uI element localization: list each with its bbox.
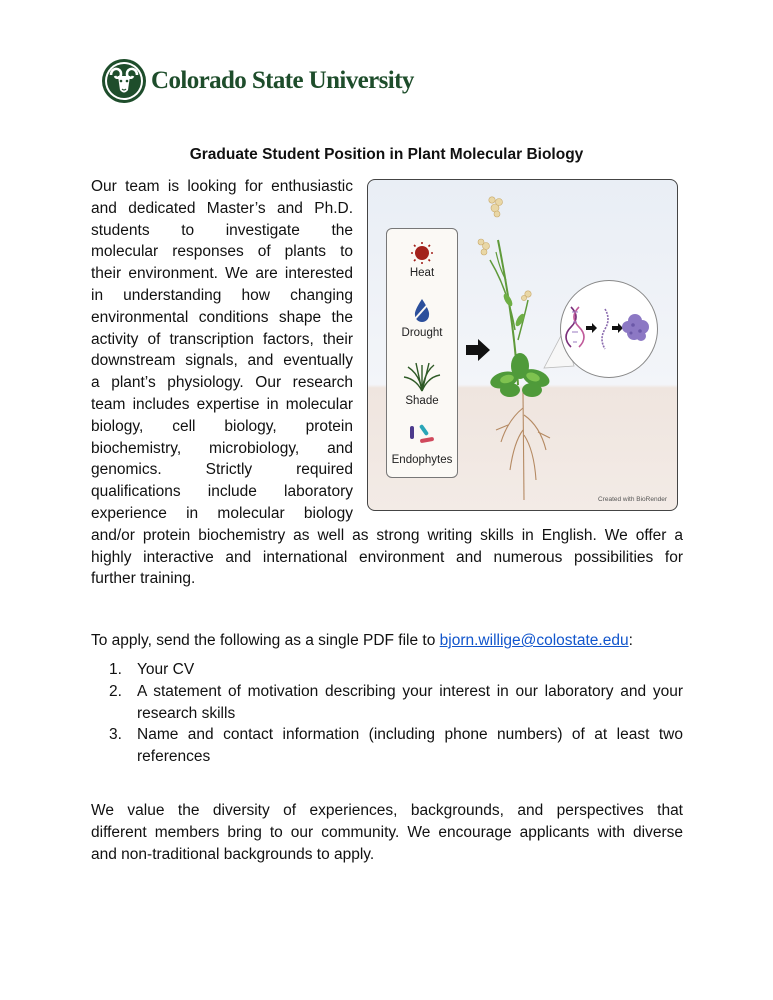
intro-line: highly interactive and international environment and numerous possibilities for	[91, 548, 683, 566]
list-number: 2.	[109, 682, 122, 700]
intro-line: further training.	[91, 570, 196, 588]
molecular-zoom-circle	[560, 280, 658, 378]
heat-icon	[411, 242, 433, 264]
intro-line: biology, cell biology, protein	[91, 417, 353, 435]
intro-line: environmental conditions shape the	[91, 308, 353, 326]
rna-icon	[602, 309, 608, 349]
intro-line: qualifications include laboratory	[91, 483, 353, 501]
intro-line: a plant’s physiology. Our research	[91, 374, 353, 392]
list-item	[91, 724, 683, 768]
page-title: Graduate Student Position in Plant Molecular Biology	[189, 146, 584, 163]
list-number: 3.	[109, 726, 122, 744]
email-link[interactable]: bjorn.willige@colostate.edu	[439, 632, 629, 649]
list-item-text: A statement of motivation describing your interest in our laboratory and your	[137, 682, 683, 700]
dna-icon	[566, 307, 584, 347]
university-logo	[101, 57, 414, 105]
intro-line: molecular responses of plants to	[91, 243, 353, 261]
list-item-text: references	[137, 748, 211, 766]
list-item	[91, 681, 683, 725]
figure-credit: Created with BioRender	[597, 496, 667, 503]
stress-label-drought: Drought	[401, 327, 443, 339]
stress-label-shade: Shade	[405, 395, 439, 407]
intro-line: and/or protein biochemistry as well as strong writing skills in English. We offer a	[91, 526, 683, 544]
intro-line: experience in molecular biology	[91, 505, 353, 522]
intro-line: Our team is looking for enthusiastic	[91, 178, 353, 195]
ram-head-icon	[101, 58, 147, 104]
intro-line: downstream signals, and eventually	[91, 352, 353, 370]
shade-icon	[404, 363, 440, 391]
diversity-line: different members bring to our community. We encourage applicants with diverse	[91, 823, 683, 841]
list-number: 1.	[109, 661, 122, 678]
apply-text: To apply, send the following as a single PDF file to	[91, 632, 440, 649]
intro-line: genomics. Strictly required	[91, 461, 353, 479]
drought-icon	[414, 299, 430, 322]
endophytes-icon	[410, 424, 434, 443]
intro-line: team includes expertise in molecular	[91, 396, 353, 413]
stress-factors-panel	[386, 228, 458, 478]
apply-instructions	[91, 630, 691, 652]
list-item	[91, 659, 683, 681]
requirements-list	[91, 659, 683, 768]
intro-line: biochemistry, microbiology, and	[91, 439, 353, 457]
list-item-text: Name and contact information (including phone numbers) of at least two	[137, 726, 683, 744]
plant-stress-figure	[367, 179, 678, 511]
stress-label-endophytes: Endophytes	[391, 454, 453, 466]
apply-suffix: :	[628, 632, 633, 649]
intro-line: in understanding how changing	[91, 287, 353, 304]
list-item-text: research skills	[137, 704, 236, 722]
diversity-line: We value the diversity of experiences, backgrounds, and perspectives that	[91, 802, 683, 819]
intro-line: and dedicated Master’s and Ph.D.	[91, 199, 353, 217]
protein-icon	[622, 314, 649, 341]
intro-line: activity of transcription factors, their	[91, 330, 353, 348]
intro-line: their environment. We are interested	[91, 265, 353, 283]
intro-line: students to investigate the	[91, 221, 353, 239]
stress-label-heat: Heat	[409, 267, 435, 279]
list-item-text: Your CV	[137, 661, 195, 678]
university-name: Colorado State University	[151, 67, 414, 94]
diversity-line: and non-traditional backgrounds to apply.	[91, 845, 375, 863]
